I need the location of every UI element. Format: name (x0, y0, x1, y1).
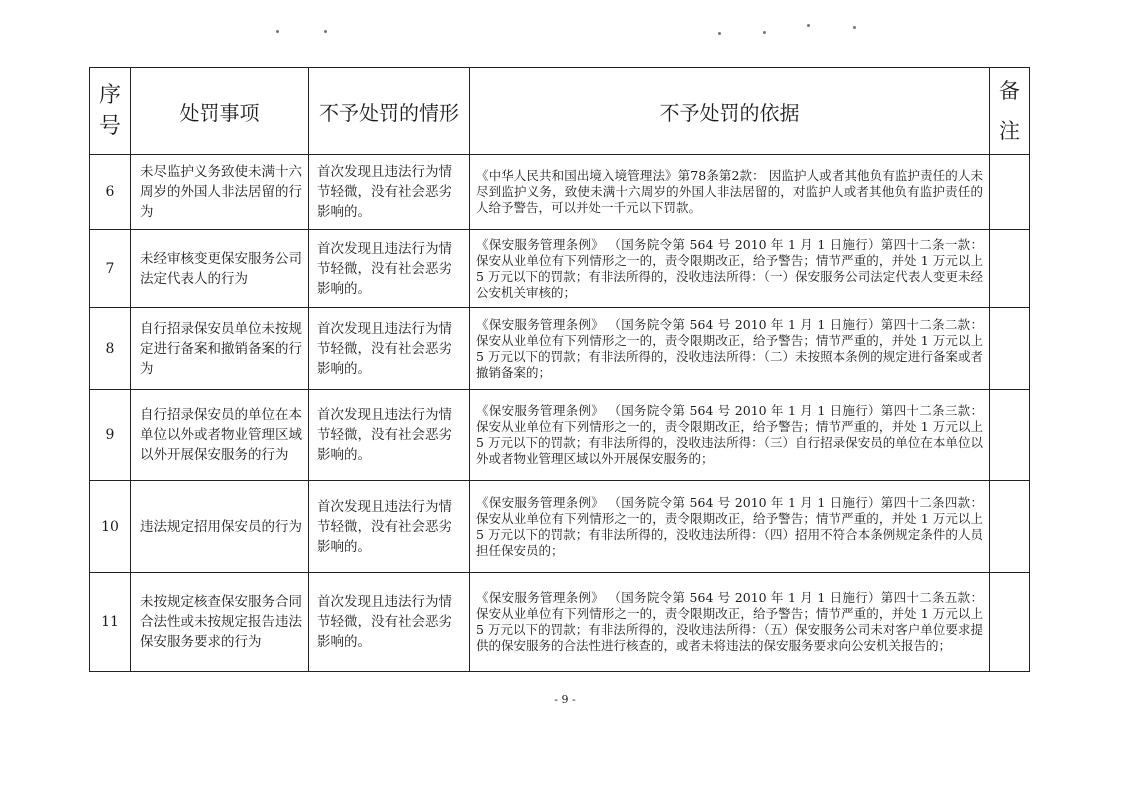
row-basis: 《保安服务管理条例》 （国务院令第 564 号 2010 年 1 月 1 日施行）第四十二条一款：保安从业单位有下列情形之一的，责令限期改正，给予警告；情节严重的，并处 1 万元以上 5 万元以下的罚款；有非法所得的，没收违法所得：（一）保安服务公司法定代表人变更未经公安机关审核的； (470, 230, 990, 308)
table-row (90, 308, 1030, 390)
header-remark-char2: 注 (999, 119, 1020, 143)
row-remark (990, 481, 1030, 573)
scan-speck (324, 30, 327, 33)
table-row (90, 573, 1030, 672)
row-remark (990, 573, 1030, 672)
row-number: 9 (90, 390, 131, 481)
row-basis: 《保安服务管理条例》 （国务院令第 564 号 2010 年 1 月 1 日施行）第四十二条三款：保安从业单位有下列情形之一的，责令限期改正，给予警告；情节严重的，并处 1 万元以上 5 万元以下的罚款；有非法所得的，没收违法所得：（三）自行招录保安员的单位在本单位以外或者物业管理区域以外开展保安服务的； (470, 390, 990, 481)
header-remark (990, 68, 1030, 155)
row-condition: 首次发现且违法行为情节轻微，没有社会恶劣影响的。 (309, 155, 470, 230)
header-condition: 不予处罚的情形 (309, 68, 470, 155)
header-seq-char2: 号 (98, 114, 121, 139)
penalty-table (89, 67, 1030, 672)
row-condition: 首次发现且违法行为情节轻微，没有社会恶劣影响的。 (309, 230, 470, 308)
row-condition: 首次发现且违法行为情节轻微，没有社会恶劣影响的。 (309, 481, 470, 573)
row-basis: 《中华人民共和国出境入境管理法》第78条第2款： 因监护人或者其他负有监护责任的人未尽到监护义务，致使未满十六周岁的外国人非法居留的，对监护人或者其他负有监护责任的人给予警告，可以并处一千元以下罚款。 (470, 155, 990, 230)
row-item: 违法规定招用保安员的行为 (131, 481, 309, 573)
table-row (90, 155, 1030, 230)
row-number: 6 (90, 155, 131, 230)
header-remark-char1: 备 (999, 79, 1020, 103)
header-basis: 不予处罚的依据 (470, 68, 990, 155)
row-condition: 首次发现且违法行为情节轻微，没有社会恶劣影响的。 (309, 390, 470, 481)
row-basis: 《保安服务管理条例》 （国务院令第 564 号 2010 年 1 月 1 日施行）第四十二条二款：保安从业单位有下列情形之一的，责令限期改正，给予警告；情节严重的，并处 1 万元以上 5 万元以下的罚款；有非法所得的，没收违法所得：（二）未按照本条例的规定进行备案或者撤销备案的； (470, 308, 990, 390)
row-basis: 《保安服务管理条例》 （国务院令第 564 号 2010 年 1 月 1 日施行）第四十二条五款：保安从业单位有下列情形之一的，责令限期改正，给予警告；情节严重的，并处 1 万元以上 5 万元以下的罚款；有非法所得的，没收违法所得：（五）保安服务公司未对客户单位要求提供的保安服务的合法性进行核查的，或者未将违法的保安服务要求向公安机关报告的； (470, 573, 990, 672)
row-item: 未尽监护义务致使未满十六周岁的外国人非法居留的行为 (131, 155, 309, 230)
scan-speck (763, 31, 766, 34)
header-seq (90, 68, 131, 155)
row-basis: 《保安服务管理条例》 （国务院令第 564 号 2010 年 1 月 1 日施行）第四十二条四款：保安从业单位有下列情形之一的，责令限期改正，给予警告；情节严重的，并处 1 万元以上 5 万元以下的罚款；有非法所得的，没收违法所得：（四）招用不符合本条例规定条件的人员担任保安员的； (470, 481, 990, 573)
table-header-row (90, 68, 1030, 155)
scan-speck (718, 32, 721, 35)
row-number: 8 (90, 308, 131, 390)
page-number: - 9 - (554, 693, 576, 706)
row-condition: 首次发现且违法行为情节轻微，没有社会恶劣影响的。 (309, 308, 470, 390)
header-item: 处罚事项 (131, 68, 309, 155)
row-item: 未按规定核查保安服务合同合法性或未按规定报告违法保安服务要求的行为 (131, 573, 309, 672)
row-number: 7 (90, 230, 131, 308)
row-item: 自行招录保安员单位未按规定进行备案和撤销备案的行为 (131, 308, 309, 390)
row-item: 未经审核变更保安服务公司法定代表人的行为 (131, 230, 309, 308)
table-row (90, 481, 1030, 573)
header-seq-char1: 序 (98, 83, 121, 108)
row-remark (990, 308, 1030, 390)
table-row (90, 390, 1030, 481)
row-condition: 首次发现且违法行为情节轻微，没有社会恶劣影响的。 (309, 573, 470, 672)
row-remark (990, 390, 1030, 481)
scan-speck (807, 24, 810, 27)
row-item: 自行招录保安员的单位在本单位以外或者物业管理区域以外开展保安服务的行为 (131, 390, 309, 481)
scan-speck (276, 30, 279, 33)
scan-speck (853, 26, 856, 29)
row-remark (990, 230, 1030, 308)
row-number: 10 (90, 481, 131, 573)
row-remark (990, 155, 1030, 230)
row-number: 11 (90, 573, 131, 672)
table-row (90, 230, 1030, 308)
